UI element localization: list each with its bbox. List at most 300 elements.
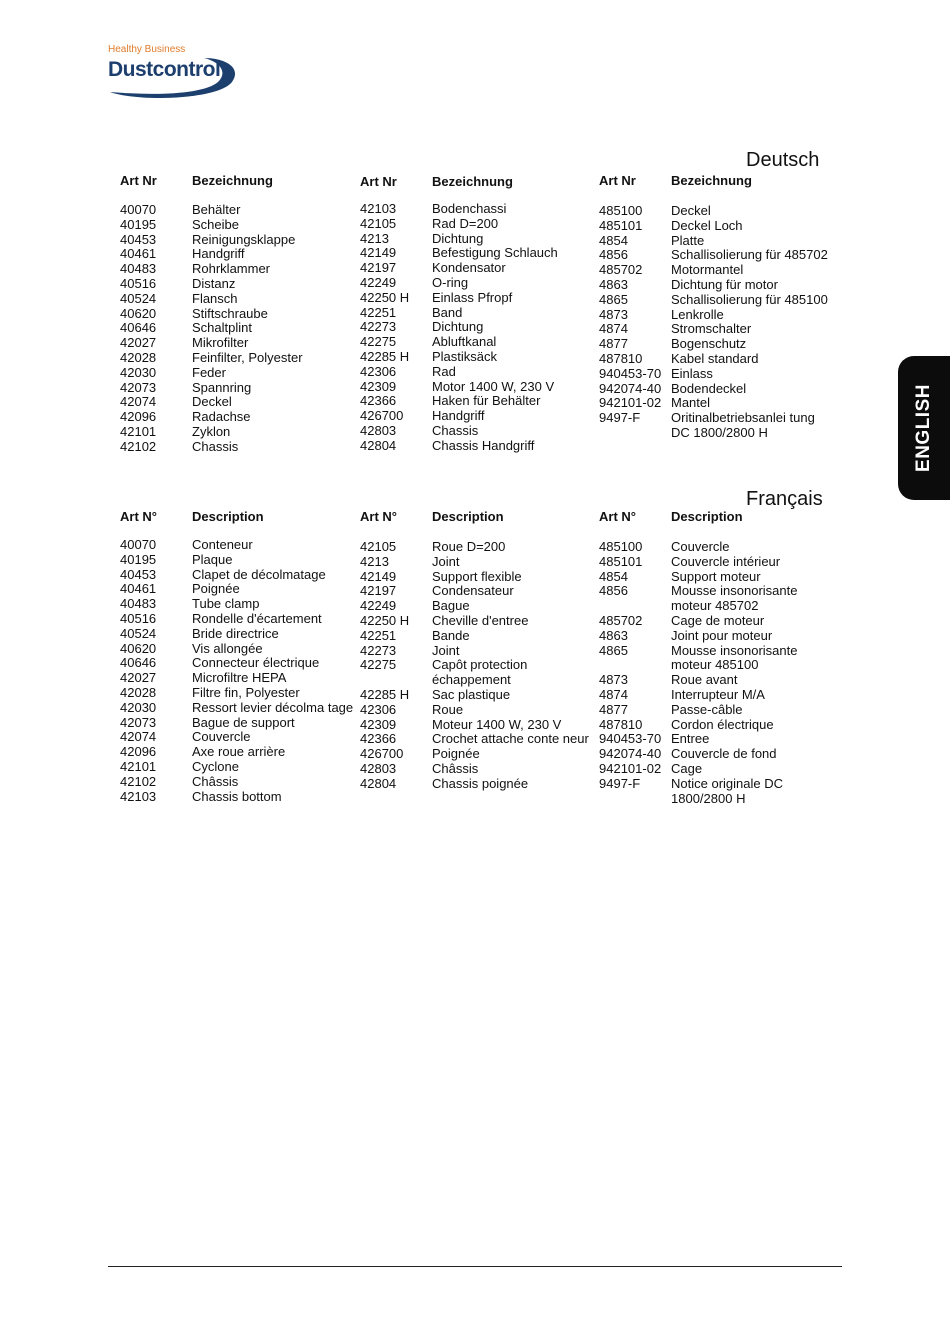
part-description: Plaque	[192, 551, 233, 567]
part-number: 42096	[120, 744, 157, 760]
part-description: Mousse insonorisante moteur 485100	[671, 642, 798, 673]
part-row	[599, 584, 839, 614]
part-row	[360, 688, 600, 703]
part-description: Haken für Behälter	[432, 393, 541, 409]
part-row	[120, 627, 360, 642]
part-number: 4865	[599, 642, 628, 658]
part-number: 485101	[599, 553, 643, 569]
part-number: 9497-F	[599, 410, 641, 426]
part-row	[120, 656, 360, 671]
header-description: Bezeichnung	[432, 174, 513, 189]
part-description: Entree	[671, 731, 710, 747]
part-number: 40461	[120, 246, 157, 262]
part-description: Joint	[432, 553, 460, 569]
part-row	[599, 248, 839, 263]
part-row	[120, 745, 360, 760]
part-number: 42285 H	[360, 348, 410, 364]
section-title-deutsch: Deutsch	[746, 149, 820, 171]
part-number: 942101-02	[599, 395, 662, 411]
parts-column	[360, 509, 600, 792]
part-row	[360, 762, 600, 777]
part-row	[120, 686, 360, 701]
part-number: 4865	[599, 291, 628, 307]
column-header	[599, 509, 839, 533]
part-row	[360, 584, 600, 599]
part-number: 42803	[360, 422, 397, 438]
part-description: Bogenschutz	[671, 336, 747, 352]
part-description: Couvercle	[671, 539, 730, 554]
part-row	[360, 614, 600, 629]
part-row	[599, 614, 839, 629]
part-number: 42249	[360, 274, 397, 290]
part-number: 485702	[599, 262, 643, 278]
part-number: 9497-F	[599, 775, 641, 791]
part-number: 42105	[360, 215, 397, 231]
part-row	[599, 555, 839, 570]
part-number: 940453-70	[599, 365, 662, 381]
part-number: 42306	[360, 363, 397, 379]
part-description: Bodendeckel	[671, 380, 747, 396]
part-number: 485100	[599, 203, 643, 218]
part-description: Condensateur	[432, 583, 514, 599]
part-number: 485100	[599, 539, 643, 554]
part-description: Bague	[432, 598, 470, 614]
part-number: 40453	[120, 231, 157, 247]
part-description: Handgriff	[192, 246, 245, 262]
part-description: Bride directrice	[192, 625, 279, 641]
part-description: Joint	[432, 642, 460, 658]
part-number: 42101	[120, 423, 157, 439]
part-row	[120, 716, 360, 731]
part-description: Kondensator	[432, 260, 506, 276]
part-number: 42251	[360, 627, 397, 643]
part-row	[120, 568, 360, 583]
part-row	[360, 350, 600, 365]
column-header	[599, 173, 839, 197]
part-number: 42285 H	[360, 686, 410, 702]
header-art-nr: Art N°	[120, 509, 157, 524]
part-number: 42273	[360, 319, 397, 335]
part-row	[120, 425, 360, 440]
part-row	[120, 336, 360, 351]
part-description: Rad D=200	[432, 215, 499, 231]
part-description: Reinigungsklappe	[192, 231, 296, 247]
part-row	[120, 351, 360, 366]
part-row	[599, 352, 839, 367]
part-row	[599, 337, 839, 352]
part-description: Feder	[192, 364, 226, 380]
part-row	[120, 292, 360, 307]
part-description: Kabel standard	[671, 350, 759, 366]
part-description: Oritinalbetriebsanlei tung DC 1800/2800 H	[671, 410, 815, 440]
part-number: 42804	[360, 437, 397, 453]
part-number: 42103	[120, 788, 157, 804]
header-description: Description	[432, 509, 504, 524]
part-row	[360, 629, 600, 644]
part-description: Deckel	[192, 394, 232, 410]
part-row	[360, 658, 600, 688]
part-description: Band	[432, 304, 463, 320]
parts-column	[120, 509, 360, 804]
part-description: Motor 1400 W, 230 V	[432, 378, 555, 394]
part-description: Flansch	[192, 290, 238, 306]
part-number: 42149	[360, 568, 397, 584]
part-description: Einlass Pfropf	[432, 289, 513, 305]
part-row	[360, 365, 600, 380]
part-row	[360, 555, 600, 570]
part-description: Cordon électrique	[671, 716, 774, 732]
part-number: 42149	[360, 245, 397, 261]
part-number: 42273	[360, 642, 397, 658]
part-description: Befestigung Schlauch	[432, 245, 558, 261]
part-description: Capôt protection échappement	[432, 657, 528, 688]
footer-divider	[108, 1266, 842, 1267]
part-row	[599, 703, 839, 718]
part-number: 42028	[120, 349, 157, 365]
part-row	[599, 308, 839, 323]
part-description: Ressort levier décolma tage	[192, 699, 354, 715]
parts-column	[360, 174, 600, 454]
column-header	[120, 509, 360, 533]
part-description: Chassis Handgriff	[432, 437, 535, 453]
part-number: 487810	[599, 350, 643, 366]
part-row	[599, 540, 839, 555]
part-description: Roue avant	[671, 672, 738, 688]
part-description: Dichtung für motor	[671, 276, 778, 292]
part-description: Cage de moteur	[671, 612, 765, 628]
part-row	[599, 718, 839, 733]
part-description: Support moteur	[671, 568, 761, 584]
part-description: Sac plastique	[432, 686, 511, 702]
part-number: 426700	[360, 408, 404, 424]
part-row	[120, 321, 360, 336]
dustcontrol-logo	[108, 44, 243, 96]
part-number: 485702	[599, 612, 643, 628]
part-number: 42309	[360, 716, 397, 732]
part-number: 42096	[120, 409, 157, 425]
part-description: Moteur 1400 W, 230 V	[432, 716, 562, 732]
part-description: Poignée	[432, 746, 480, 762]
part-number: 42027	[120, 335, 157, 351]
part-number: 40453	[120, 566, 157, 582]
part-description: Notice originale DC 1800/2800 H	[671, 775, 783, 806]
part-row	[120, 775, 360, 790]
part-number: 42102	[120, 773, 157, 789]
part-description: Support flexible	[432, 568, 522, 584]
part-description: Feinfilter, Polyester	[192, 349, 303, 365]
part-number: 42102	[120, 438, 157, 454]
part-description: Dichtung	[432, 230, 484, 246]
part-row	[120, 247, 360, 262]
part-number: 40483	[120, 596, 157, 612]
part-row	[599, 777, 839, 807]
part-description: Chassis poignée	[432, 775, 529, 791]
part-number: 4874	[599, 321, 628, 337]
part-description: Bague de support	[192, 714, 295, 730]
part-description: Roue D=200	[432, 539, 506, 554]
part-number: 942101-02	[599, 760, 662, 776]
part-row	[120, 381, 360, 396]
part-row	[120, 701, 360, 716]
parts-column	[599, 173, 839, 441]
part-row	[120, 642, 360, 657]
part-row	[360, 246, 600, 261]
part-number: 40070	[120, 202, 157, 217]
part-row	[360, 232, 600, 247]
part-number: 4874	[599, 686, 628, 702]
part-description: Connecteur électrique	[192, 655, 320, 671]
part-row	[360, 570, 600, 585]
part-number: 485101	[599, 217, 643, 233]
part-number: 40646	[120, 320, 157, 336]
part-description: Dichtung	[432, 319, 484, 335]
part-number: 42275	[360, 657, 397, 673]
part-number: 40461	[120, 581, 157, 597]
part-number: 40195	[120, 216, 157, 232]
part-description: Schallisolierung für 485702	[671, 247, 828, 263]
part-description: Châssis	[432, 760, 479, 776]
part-row	[599, 688, 839, 703]
part-number: 40524	[120, 290, 157, 306]
part-description: Interrupteur M/A	[671, 686, 765, 702]
part-row	[120, 760, 360, 775]
part-description: Cage	[671, 760, 703, 776]
part-number: 42028	[120, 684, 157, 700]
part-description: Stiftschraube	[192, 305, 268, 321]
part-number: 42250 H	[360, 289, 410, 305]
part-row	[599, 762, 839, 777]
part-description: Mantel	[671, 395, 711, 411]
parts-column	[599, 509, 839, 806]
part-description: Roue	[432, 701, 464, 717]
part-number: 4863	[599, 276, 628, 292]
logo-tagline: Healthy Business	[108, 44, 186, 55]
header-description: Bezeichnung	[671, 173, 752, 188]
part-row	[120, 671, 360, 686]
part-number: 40516	[120, 610, 157, 626]
part-row	[360, 732, 600, 747]
part-description: Handgriff	[432, 408, 485, 424]
part-row	[360, 599, 600, 614]
part-row	[360, 320, 600, 335]
part-number: 942074-40	[599, 380, 662, 396]
parts-column	[120, 173, 360, 455]
part-number: 42030	[120, 364, 157, 380]
part-row	[120, 262, 360, 277]
part-number: 40516	[120, 275, 157, 291]
part-number: 4213	[360, 230, 389, 246]
part-number: 4863	[599, 627, 628, 643]
part-description: Lenkrolle	[671, 306, 724, 322]
language-side-tab	[898, 356, 950, 500]
part-description: Abluftkanal	[432, 334, 497, 350]
part-number: 4856	[599, 247, 628, 263]
part-row	[120, 277, 360, 292]
part-number: 42249	[360, 598, 397, 614]
part-row	[360, 394, 600, 409]
part-number: 426700	[360, 746, 404, 762]
part-row	[599, 673, 839, 688]
part-number: 42074	[120, 394, 157, 410]
part-row	[360, 644, 600, 659]
part-number: 42103	[360, 201, 397, 216]
part-number: 42250 H	[360, 612, 410, 628]
part-description: Chassis	[192, 438, 239, 454]
part-description: Stromschalter	[671, 321, 752, 337]
part-number: 42309	[360, 378, 397, 394]
part-number: 4877	[599, 701, 628, 717]
header-art-nr: Art Nr	[360, 174, 397, 189]
part-row	[120, 307, 360, 322]
part-row	[360, 306, 600, 321]
column-header	[120, 173, 360, 197]
part-number: 42366	[360, 731, 397, 747]
part-number: 4873	[599, 672, 628, 688]
part-row	[120, 366, 360, 381]
part-number: 40524	[120, 625, 157, 641]
part-row	[120, 538, 360, 553]
part-number: 487810	[599, 716, 643, 732]
column-header	[360, 174, 600, 198]
part-row	[360, 747, 600, 762]
part-row	[599, 234, 839, 249]
part-description: Plastiksäck	[432, 348, 498, 364]
part-description: O-ring	[432, 274, 469, 290]
part-description: Motormantel	[671, 262, 744, 278]
part-number: 42073	[120, 379, 157, 395]
part-description: Poignée	[192, 581, 240, 597]
part-row	[120, 582, 360, 597]
part-description: Bande	[432, 627, 470, 643]
part-row	[599, 411, 839, 441]
header-art-nr: Art Nr	[599, 173, 636, 188]
part-row	[120, 597, 360, 612]
part-row	[599, 278, 839, 293]
part-description: Tube clamp	[192, 596, 260, 612]
part-description: Vis allongée	[192, 640, 263, 656]
part-description: Couvercle intérieur	[671, 553, 781, 569]
part-row	[360, 217, 600, 232]
part-description: Deckel Loch	[671, 217, 743, 233]
part-number: 4213	[360, 553, 389, 569]
part-row	[599, 629, 839, 644]
part-row	[599, 293, 839, 308]
part-description: Radachse	[192, 409, 251, 425]
part-row	[360, 291, 600, 306]
part-row	[360, 335, 600, 350]
part-description: Clapet de décolmatage	[192, 566, 326, 582]
part-row	[599, 732, 839, 747]
part-number: 4877	[599, 336, 628, 352]
part-description: Rondelle d'écartement	[192, 610, 322, 626]
part-row	[120, 730, 360, 745]
part-row	[360, 703, 600, 718]
part-description: Rad	[432, 363, 456, 379]
part-description: Cheville d'entree	[432, 612, 529, 628]
part-number: 42306	[360, 701, 397, 717]
part-number: 4854	[599, 232, 628, 248]
part-number: 42803	[360, 760, 397, 776]
part-number: 40646	[120, 655, 157, 671]
part-number: 40070	[120, 537, 157, 552]
part-number: 40483	[120, 261, 157, 277]
part-description: Spannring	[192, 379, 252, 395]
section-title-francais: Français	[746, 488, 823, 510]
header-art-nr: Art N°	[360, 509, 397, 524]
part-row	[599, 367, 839, 382]
part-description: Schallisolierung für 485100	[671, 291, 828, 307]
part-number: 4854	[599, 568, 628, 584]
part-row	[360, 261, 600, 276]
part-row	[120, 410, 360, 425]
part-description: Rohrklammer	[192, 261, 271, 277]
part-number: 42101	[120, 758, 157, 774]
part-row	[599, 747, 839, 762]
part-number: 4856	[599, 583, 628, 599]
part-row	[360, 380, 600, 395]
part-description: Axe roue arrière	[192, 744, 286, 760]
part-description: Microfiltre HEPA	[192, 670, 287, 686]
part-description: Platte	[671, 232, 705, 248]
part-description: Schaltplint	[192, 320, 252, 336]
part-row	[120, 553, 360, 568]
part-row	[599, 382, 839, 397]
part-number: 940453-70	[599, 731, 662, 747]
logo-brand: Dustcontrol	[108, 58, 221, 81]
part-row	[599, 570, 839, 585]
part-description: Deckel	[671, 203, 711, 218]
part-description: Mikrofilter	[192, 335, 249, 351]
part-row	[360, 424, 600, 439]
part-number: 42030	[120, 699, 157, 715]
part-description: Joint pour moteur	[671, 627, 773, 643]
part-row	[360, 276, 600, 291]
part-row	[360, 202, 600, 217]
part-row	[599, 204, 839, 219]
part-number: 42275	[360, 334, 397, 350]
part-number: 42105	[360, 539, 397, 554]
part-row	[360, 540, 600, 555]
part-number: 40620	[120, 305, 157, 321]
part-row	[599, 644, 839, 674]
part-row	[120, 233, 360, 248]
part-number: 942074-40	[599, 746, 662, 762]
part-row	[120, 440, 360, 455]
part-number: 42804	[360, 775, 397, 791]
part-description: Behälter	[192, 202, 241, 217]
part-description: Cyclone	[192, 758, 239, 774]
part-row	[599, 322, 839, 337]
part-description: Bodenchassi	[432, 201, 507, 216]
header-art-nr: Art N°	[599, 509, 636, 524]
part-number: 40620	[120, 640, 157, 656]
part-description: Couvercle	[192, 729, 251, 745]
header-description: Description	[671, 509, 743, 524]
part-row	[120, 203, 360, 218]
side-tab-label: ENGLISH	[913, 384, 934, 472]
part-description: Chassis	[432, 422, 479, 438]
part-row	[120, 395, 360, 410]
part-description: Mousse insonorisante moteur 485702	[671, 583, 798, 614]
part-description: Crochet attache conte neur	[432, 731, 589, 747]
part-row	[599, 219, 839, 234]
part-description: Filtre fin, Polyester	[192, 684, 300, 700]
part-number: 4873	[599, 306, 628, 322]
column-header	[360, 509, 600, 533]
part-description: Couvercle de fond	[671, 746, 777, 762]
part-number: 42366	[360, 393, 397, 409]
part-description: Châssis	[192, 773, 239, 789]
